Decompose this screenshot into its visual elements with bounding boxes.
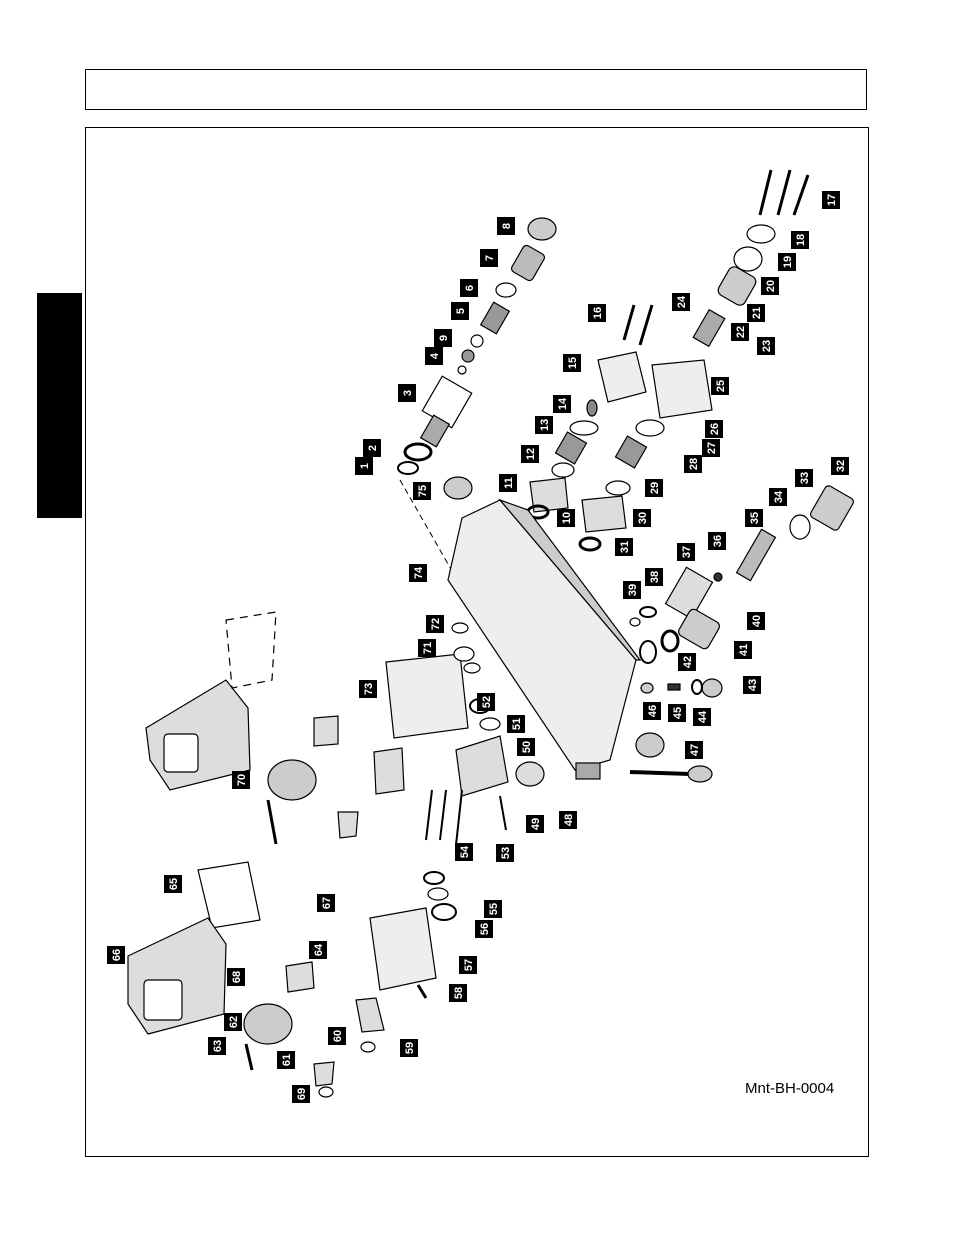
callout-14	[553, 395, 571, 413]
callout-58	[449, 984, 467, 1002]
callout-number: 1	[359, 462, 371, 470]
callout-59	[400, 1039, 418, 1057]
callout-48	[559, 811, 577, 829]
callout-number: 74	[413, 566, 425, 580]
callout-71	[418, 639, 436, 657]
callout-number: 23	[761, 339, 773, 353]
callout-number: 11	[503, 477, 515, 489]
callout-36	[708, 532, 726, 550]
callout-38	[645, 568, 663, 586]
callout-number: 3	[402, 389, 414, 397]
callout-number: 20	[765, 279, 777, 293]
callout-28	[684, 455, 702, 473]
callout-39	[623, 581, 641, 599]
callout-number: 43	[747, 678, 759, 692]
callout-19	[778, 253, 796, 271]
callout-63	[208, 1037, 226, 1055]
callout-number: 58	[453, 986, 465, 1000]
callout-number: 47	[689, 743, 701, 757]
callout-number: 17	[826, 193, 838, 207]
callout-number: 69	[296, 1087, 308, 1101]
callout-number: 71	[422, 641, 434, 655]
callout-number: 25	[715, 379, 727, 393]
callout-73	[359, 680, 377, 698]
callout-number: 39	[627, 583, 639, 597]
callout-number: 2	[367, 444, 379, 452]
callout-number: 40	[751, 614, 763, 628]
callout-number: 10	[561, 511, 573, 525]
callout-4	[425, 347, 443, 365]
callout-number: 48	[563, 813, 575, 827]
callout-20	[761, 277, 779, 295]
callout-number: 8	[501, 222, 513, 230]
callout-number: 34	[773, 490, 785, 504]
callout-27	[702, 439, 720, 457]
callout-11	[499, 474, 517, 492]
callout-number: 70	[236, 773, 248, 787]
callout-number: 9	[438, 334, 450, 342]
callout-68	[227, 968, 245, 986]
callout-45	[668, 704, 686, 722]
callout-50	[517, 738, 535, 756]
callout-16	[588, 304, 606, 322]
callout-2	[363, 439, 381, 457]
callout-number: 46	[647, 704, 659, 718]
callout-number: 56	[479, 922, 491, 936]
callout-number: 53	[500, 846, 512, 860]
callout-70	[232, 771, 250, 789]
callout-number: 37	[681, 545, 693, 559]
callout-13	[535, 416, 553, 434]
callout-number: 51	[511, 717, 523, 731]
callout-number: 30	[637, 511, 649, 525]
callout-31	[615, 538, 633, 556]
callout-44	[693, 708, 711, 726]
callout-number: 44	[697, 710, 709, 724]
callout-21	[747, 304, 765, 322]
callout-number: 57	[463, 958, 475, 972]
callout-number: 32	[835, 459, 847, 473]
callout-24	[672, 293, 690, 311]
callout-number: 75	[417, 484, 429, 498]
callout-74	[409, 564, 427, 582]
callout-29	[645, 479, 663, 497]
callout-number: 29	[649, 481, 661, 495]
callout-number: 41	[738, 643, 750, 657]
callout-number: 45	[672, 706, 684, 720]
callout-number: 50	[521, 740, 533, 754]
callout-number: 31	[619, 540, 631, 554]
callout-number: 13	[539, 418, 551, 432]
callout-number: 35	[749, 511, 761, 525]
parts-illustration	[128, 170, 855, 1097]
callout-3	[398, 384, 416, 402]
callout-17	[822, 191, 840, 209]
callout-30	[633, 509, 651, 527]
callout-55	[484, 900, 502, 918]
callout-number: 21	[751, 306, 763, 320]
callout-47	[685, 741, 703, 759]
callout-number: 60	[332, 1029, 344, 1043]
callout-61	[277, 1051, 295, 1069]
callout-15	[563, 354, 581, 372]
callout-8	[497, 217, 515, 235]
callout-number: 14	[557, 397, 569, 411]
callout-number: 5	[455, 307, 467, 315]
callout-65	[164, 875, 182, 893]
callout-number: 36	[712, 534, 724, 548]
callout-54	[455, 843, 473, 861]
callout-32	[831, 457, 849, 475]
callout-12	[521, 445, 539, 463]
callout-66	[107, 946, 125, 964]
callout-number: 24	[676, 295, 688, 309]
callout-number: 42	[682, 655, 694, 669]
callout-number: 68	[231, 970, 243, 984]
callout-number: 7	[484, 254, 496, 262]
callout-64	[309, 941, 327, 959]
callout-62	[224, 1013, 242, 1031]
callout-number: 12	[525, 447, 537, 461]
callout-number: 27	[706, 441, 718, 455]
callout-34	[769, 488, 787, 506]
callout-72	[426, 615, 444, 633]
callout-number: 4	[429, 352, 441, 360]
callout-number: 67	[321, 896, 333, 910]
callout-43	[743, 676, 761, 694]
callout-42	[678, 653, 696, 671]
callout-1	[355, 457, 373, 475]
callout-number: 63	[212, 1039, 224, 1053]
callout-number: 15	[567, 356, 579, 370]
callout-7	[480, 249, 498, 267]
callout-41	[734, 641, 752, 659]
callout-23	[757, 337, 775, 355]
callout-33	[795, 469, 813, 487]
callout-number: 62	[228, 1015, 240, 1029]
callout-57	[459, 956, 477, 974]
callout-number: 6	[464, 284, 476, 292]
callout-22	[731, 323, 749, 341]
callout-56	[475, 920, 493, 938]
callout-number: 16	[592, 306, 604, 320]
callout-number: 38	[649, 570, 661, 584]
callout-9	[434, 329, 452, 347]
callout-37	[677, 543, 695, 561]
figure-id: Mnt-BH-0004	[745, 1080, 835, 1097]
callout-75	[413, 482, 431, 500]
callout-number: 26	[709, 422, 721, 436]
callout-number: 65	[168, 877, 180, 891]
callout-60	[328, 1027, 346, 1045]
callout-number: 33	[799, 471, 811, 485]
callout-number: 72	[430, 617, 442, 631]
callout-6	[460, 279, 478, 297]
callout-number: 19	[782, 255, 794, 269]
callout-number: 61	[281, 1053, 293, 1067]
callout-51	[507, 715, 525, 733]
callout-67	[317, 894, 335, 912]
callout-10	[557, 509, 575, 527]
callout-46	[643, 702, 661, 720]
callout-25	[711, 377, 729, 395]
callout-40	[747, 612, 765, 630]
callout-number: 18	[795, 233, 807, 247]
callout-number: 64	[313, 943, 325, 957]
callout-number: 59	[404, 1041, 416, 1055]
callout-number: 55	[488, 902, 500, 916]
callout-number: 73	[363, 682, 375, 696]
callout-number: 22	[735, 325, 747, 339]
callout-49	[526, 815, 544, 833]
callout-69	[292, 1085, 310, 1103]
callout-5	[451, 302, 469, 320]
callout-35	[745, 509, 763, 527]
callout-number: 54	[459, 845, 471, 859]
callout-53	[496, 844, 514, 862]
callout-number: 66	[111, 948, 123, 962]
callout-number: 28	[688, 457, 700, 471]
callout-number: 52	[481, 695, 493, 709]
callout-number: 49	[530, 817, 542, 831]
callout-52	[477, 693, 495, 711]
callout-26	[705, 420, 723, 438]
callout-18	[791, 231, 809, 249]
